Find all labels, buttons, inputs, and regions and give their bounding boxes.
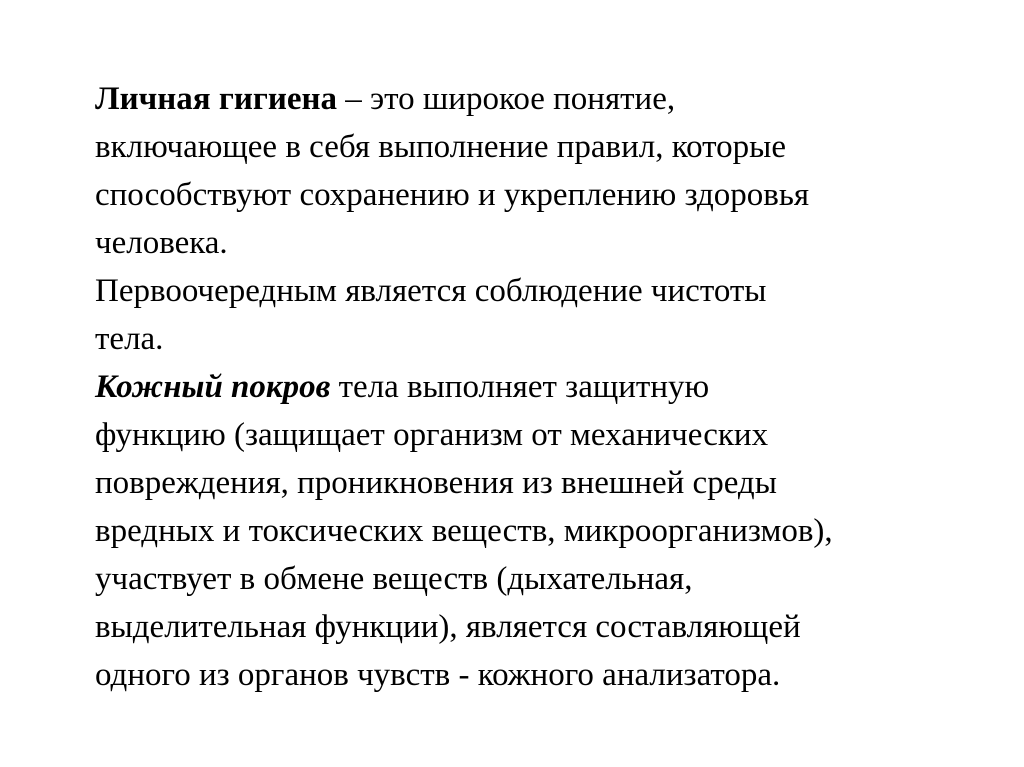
text-line: повреждения, проникновения из внешней среды <box>95 465 777 501</box>
text-line: способствуют сохранению и укреплению здоровья <box>95 177 810 213</box>
slide-body <box>95 75 1000 699</box>
text-fragment: тела выполняет защитную <box>330 369 710 405</box>
text-line: включающее в себя выполнение правил, которые <box>95 129 786 165</box>
text-line: участвует в обмене веществ (дыхательная, <box>95 561 693 597</box>
text-line <box>95 363 1000 411</box>
paragraph-body-cleanliness <box>95 267 1000 363</box>
text-fragment: – это широкое понятие, <box>337 81 676 117</box>
text-line: человека. <box>95 225 228 261</box>
text-line: выделительная функции), является составляющей <box>95 609 801 645</box>
term-skin-cover: Кожный покров <box>95 369 331 405</box>
text-line: тела. <box>95 321 164 357</box>
text-line: вредных и токсических веществ, микроорганизмов), <box>95 513 833 549</box>
paragraph-skin-cover <box>95 363 1000 699</box>
text-line: одного из органов чувств - кожного анализатора. <box>95 657 781 693</box>
paragraph-personal-hygiene <box>95 75 1000 267</box>
text-line <box>95 75 1000 123</box>
text-line: Первоочередным является соблюдение чистоты <box>95 273 767 309</box>
text-line: функцию (защищает организм от механических <box>95 417 769 453</box>
term-personal-hygiene: Личная гигиена <box>95 81 337 117</box>
